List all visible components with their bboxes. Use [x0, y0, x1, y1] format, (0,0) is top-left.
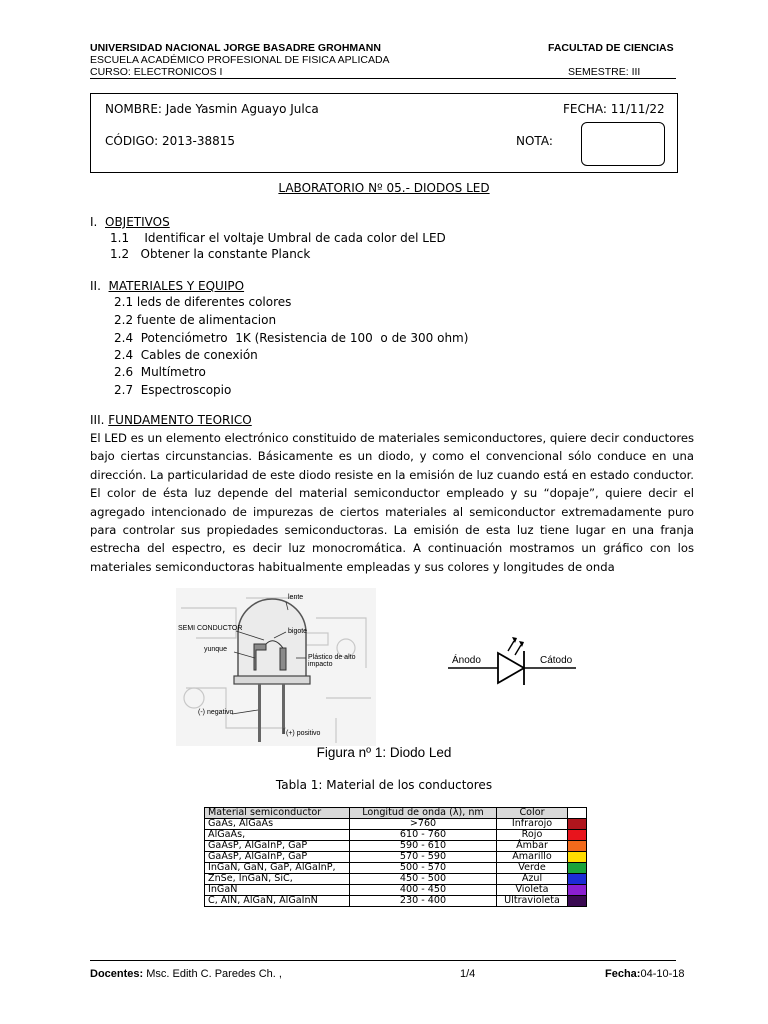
material-item: 2.2 fuente de alimentacion	[114, 313, 277, 327]
table-cell-wavelength: 400 - 450	[350, 885, 497, 896]
table-cell-wavelength: 570 - 590	[350, 852, 497, 863]
table-cell-color: Violeta	[497, 885, 568, 896]
course-name: CURSO: ELECTRONICOS I	[90, 66, 223, 78]
page-number: 1/4	[460, 968, 476, 980]
label-catodo: Cátodo	[540, 655, 573, 666]
color-swatch	[568, 885, 587, 896]
table-cell-material: InGaN	[205, 885, 350, 896]
material-item: 2.4 Potenciómetro 1K (Resistencia de 100 o de 300 ohm)	[114, 331, 469, 345]
table-cell-material: C, AlN, AlGaN, AlGaInN	[205, 896, 350, 907]
grade-label: NOTA:	[516, 134, 553, 148]
table-row	[205, 863, 587, 874]
material-item: 2.1 leds de diferentes colores	[114, 295, 292, 309]
university-name: UNIVERSIDAD NACIONAL JORGE BASADRE GROHMANN	[90, 42, 381, 54]
label-yunque: yunque	[204, 646, 227, 653]
table-cell-color: Verde	[497, 863, 568, 874]
table-row	[205, 830, 587, 841]
table-cell-color: Rojo	[497, 830, 568, 841]
label-bigote: bigote	[288, 628, 308, 635]
table-cell-color: Infrarojo	[497, 819, 568, 830]
footer-date: Fecha:04-10-18	[605, 968, 685, 980]
theory-paragraph: El LED es un elemento electrónico constituido de materiales semiconductores, quiere decir conductores bajo ciertas circunstancias. Básicamente es un diodo, y como el convencional sólo conduce en una dirección. La particularidad de este diodo resiste en la emisión de luz cuando está en estado conductor. El color de ésta luz depende del material semiconductor empleado y su “dopaje”, quiere decir el agregado intencionado de impurezas de ciertos materiales al semiconductor extremadamente puro para controlar sus propiedades semiconductoras. La emisión de esta luz tiene lugar en una franja estrecha del espectro, es decir luz monocromática. A continuación mostramos un gráfico con los materiales semiconductoras habitualmente empleadas y sus colores y longitudes de onda	[90, 431, 694, 574]
lab-title: LABORATORIO Nº 05.- DIODOS LED	[278, 181, 490, 195]
material-item: 2.6 Multímetro	[114, 365, 206, 379]
section-theory-heading: III. FUNDAMENTO TEORICO	[90, 413, 252, 427]
footer-divider	[90, 960, 676, 961]
color-swatch	[568, 874, 587, 885]
figure-caption: Figura nº 1: Diodo Led	[316, 745, 452, 760]
table-header-row	[205, 808, 587, 819]
table-cell-wavelength: 500 - 570	[350, 863, 497, 874]
footer-teachers: Docentes: Msc. Edith C. Paredes Ch. ,	[90, 968, 282, 980]
label-semiconductor: SEMI CONDUCTOR	[178, 625, 243, 632]
label-anodo: Ánodo	[452, 655, 481, 666]
table-header-color: Color	[497, 808, 568, 819]
table-cell-material: AlGaAs,	[205, 830, 350, 841]
table-cell-material: InGaN, GaN, GaP, AlGaInP,	[205, 863, 350, 874]
student-info-box	[90, 93, 678, 173]
label-lente: lente	[288, 594, 304, 601]
table-cell-material: GaAsP, AlGaInP, GaP	[205, 841, 350, 852]
color-swatch	[568, 830, 587, 841]
grade-box	[581, 122, 665, 166]
table-cell-material: GaAs, AlGaAs	[205, 819, 350, 830]
table-cell-color: Amarillo	[497, 852, 568, 863]
label-plastico: Plástico de alto impacto	[308, 654, 356, 668]
faculty-name: FACULTAD DE CIENCIAS	[548, 42, 674, 54]
objective-item: 1.2 Obtener la constante Planck	[110, 247, 311, 261]
table-row	[205, 819, 587, 830]
table-cell-material: GaAsP, AlGaInP, GaP	[205, 852, 350, 863]
table-body	[205, 819, 587, 907]
led-symbol	[448, 635, 578, 687]
material-item: 2.4 Cables de conexión	[114, 348, 258, 362]
student-name: NOMBRE: Jade Yasmin Aguayo Julca	[105, 102, 319, 116]
materials-table	[204, 807, 587, 907]
table-row	[205, 896, 587, 907]
color-swatch	[568, 863, 587, 874]
color-swatch	[568, 852, 587, 863]
table-cell-wavelength: 610 - 760	[350, 830, 497, 841]
label-negativo: (-) negativo	[198, 709, 234, 716]
table-cell-color: Ámbar	[497, 841, 568, 852]
header-divider	[90, 78, 676, 79]
school-name: ESCUELA ACADÉMICO PROFESIONAL DE FISICA APLICADA	[90, 54, 390, 66]
section-objectives-heading: I. OBJETIVOS	[90, 215, 170, 229]
student-code: CÓDIGO: 2013-38815	[105, 134, 236, 148]
table-row	[205, 841, 587, 852]
semester: SEMESTRE: III	[568, 66, 641, 78]
table-row	[205, 874, 587, 885]
table-row	[205, 852, 587, 863]
table-cell-material: ZnSe, InGaN, SiC,	[205, 874, 350, 885]
section-materials-heading: II. MATERIALES Y EQUIPO	[90, 279, 245, 293]
date-field: FECHA: 11/11/22	[563, 102, 665, 116]
table-cell-color: Ultravioleta	[497, 896, 568, 907]
table-header-swatch	[568, 808, 587, 819]
material-item: 2.7 Espectroscopio	[114, 383, 232, 397]
table-caption: Tabla 1: Material de los conductores	[275, 778, 493, 792]
color-swatch	[568, 896, 587, 907]
led-illustration	[176, 588, 376, 746]
table-cell-wavelength: 230 - 400	[350, 896, 497, 907]
objective-item: 1.1 Identificar el voltaje Umbral de cada color del LED	[110, 231, 446, 245]
table-header-wavelength: Longitud de onda (λ), nm	[350, 808, 497, 819]
label-positivo: (+) positivo	[286, 730, 321, 737]
table-cell-wavelength: 450 - 500	[350, 874, 497, 885]
materials-table-wrapper	[204, 807, 587, 907]
table-row	[205, 885, 587, 896]
table-header-material: Material semiconductor	[205, 808, 350, 819]
table-cell-color: Azul	[497, 874, 568, 885]
color-swatch	[568, 841, 587, 852]
table-cell-wavelength: >760	[350, 819, 497, 830]
table-cell-wavelength: 590 - 610	[350, 841, 497, 852]
color-swatch	[568, 819, 587, 830]
